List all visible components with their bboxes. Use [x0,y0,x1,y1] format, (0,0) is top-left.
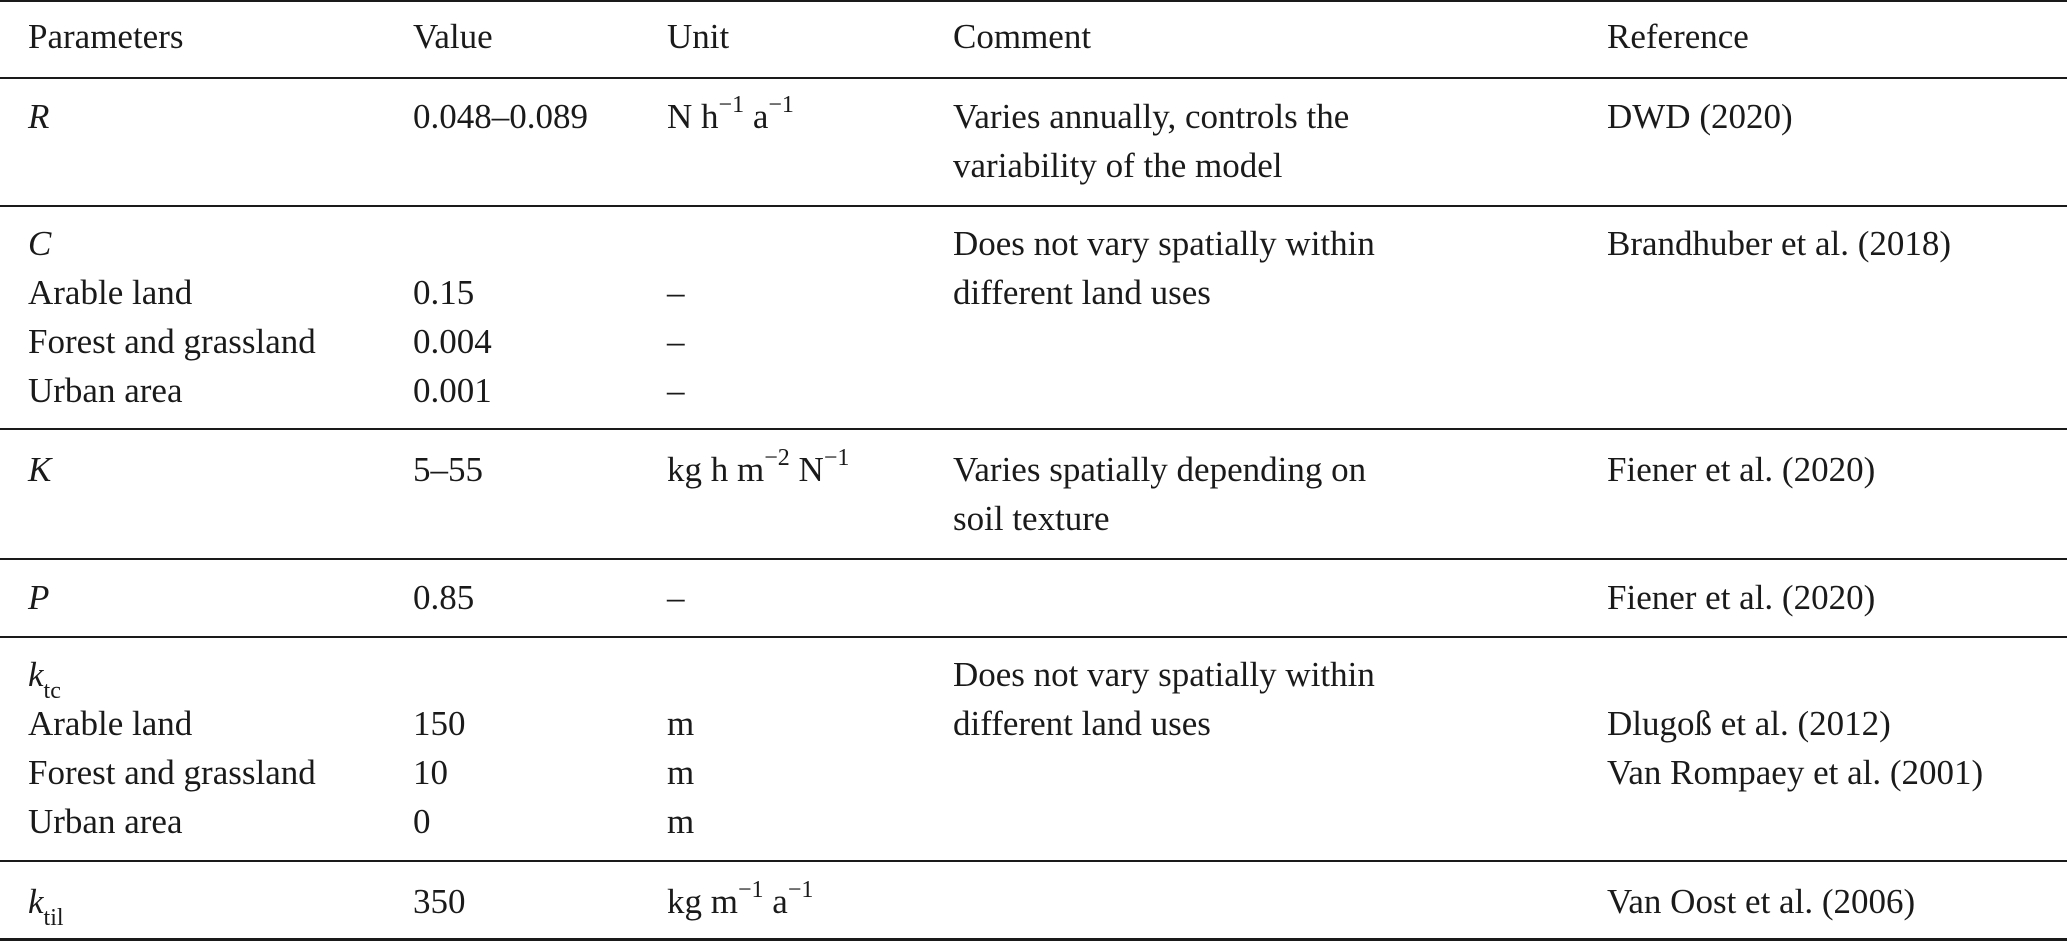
parameter-symbol: $k_{tc}$ [28,655,61,704]
row-divider [0,205,2067,207]
table-bottom-rule [0,938,2067,941]
parameter-value: 0.048–0.089 [413,97,588,136]
parameter-units: m m m [667,704,695,841]
parameter-values: 0.15 0.004 0.001 [413,273,492,410]
parameter-value: 5–55 [413,450,483,489]
header-unit: Unit [667,17,730,56]
parameter-reference: Van Oost et al. (2006) [1607,882,1916,921]
parameter-comment: Does not vary spatially within different land uses [953,655,1375,743]
parameter-symbol: R [28,97,50,136]
row-divider [0,636,2067,638]
header-bottom-rule [0,77,2067,79]
parameter-comment: Varies spatially depending on soil texture [953,450,1367,538]
parameter-symbol: $k_{til}$ [28,882,64,931]
parameter-reference: Brandhuber et al. (2018) [1607,224,1952,263]
parameter-units: – – – [667,273,685,410]
parameter-names: C Arable land Forest and grassland Urban area [28,219,316,415]
parameter-unit: kg h $m^{-2}$ $N^{-1}$ [667,445,850,489]
row-divider [0,428,2067,430]
header-parameters: Parameters [28,17,184,56]
table-top-rule [0,0,2067,2]
parameter-comment: Does not vary spatially within different land uses [953,224,1375,312]
header-comment: Comment [953,17,1092,56]
parameter-names: $k_{tc}$ Arable land Forest and grassland Urban area [28,650,316,846]
parameter-unit: N $h^{-1}$ $a^{-1}$ [667,92,794,136]
parameter-reference: DWD (2020) [1607,97,1793,136]
parameter-value: 350 [413,882,466,921]
parameter-values: 150 10 0 [413,704,466,841]
parameter-symbol: P [28,578,50,617]
parameter-value: 0.85 [413,578,475,617]
header-value: Value [413,17,493,56]
parameter-unit: – [667,578,685,617]
row-divider [0,860,2067,862]
header-reference: Reference [1607,17,1749,56]
parameter-symbol: C [28,224,52,263]
parameter-references: Dlugoß et al. (2012) Van Rompaey et al. (2001) [1607,704,1984,792]
row-divider [0,558,2067,560]
parameter-reference: Fiener et al. (2020) [1607,450,1876,489]
parameter-symbol: K [28,450,52,489]
parameter-unit: kg $m^{-1}$ $a^{-1}$ [667,877,814,921]
parameter-comment: Varies annually, controls the variability of the model [953,97,1350,185]
parameter-reference: Fiener et al. (2020) [1607,578,1876,617]
